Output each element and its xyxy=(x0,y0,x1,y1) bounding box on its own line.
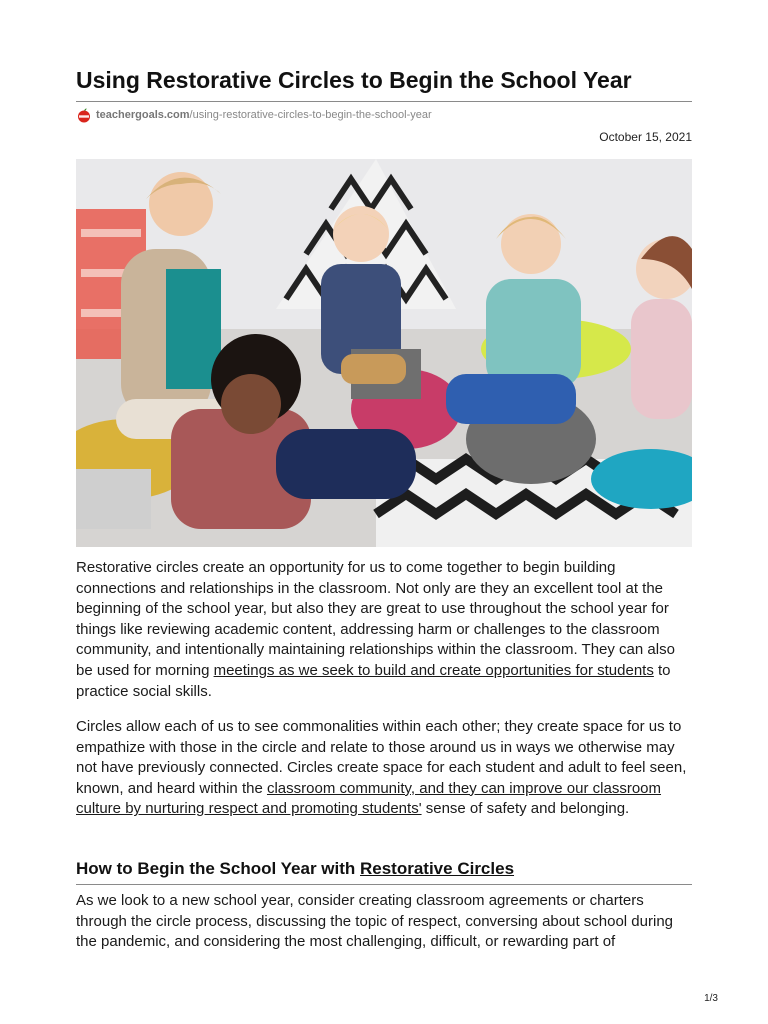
apple-logo-icon xyxy=(76,107,92,123)
source-domain[interactable]: teachergoals.com xyxy=(96,109,190,121)
circles-paragraph xyxy=(76,717,692,820)
hero-image xyxy=(76,159,692,547)
paragraph-text: Circles allow each of us to see commonalities within each other; they create space for us to empathize with those in the circle and relate to those around us in ways we otherwise may not have previously connected. Circles create space for each student and adult to feel seen, known, and heard within the xyxy=(76,718,687,797)
paragraph-text: to practice social skills. xyxy=(76,661,671,700)
publish-date: October 15, 2021 xyxy=(599,130,692,144)
restorative-circles-link[interactable]: Restorative Circles xyxy=(360,859,515,878)
page-title: Using Restorative Circles to Begin the School Year xyxy=(76,67,632,93)
heading-divider xyxy=(76,884,692,885)
heading-text: How to Begin the School Year with xyxy=(76,859,360,878)
source-url[interactable] xyxy=(76,107,432,123)
paragraph-text: Restorative circles create an opportunity for us to come together to begin building connections and relationships in the classroom. Not only are they an excellent tool at the beginning of the school year, but also they are great to use throughout the school year for things like reviewing academic content, addressing harm or challenges to the classroom community, and intentionally maintaining relationships within the classroom. They can also be used for morning xyxy=(76,559,675,679)
intro-paragraph xyxy=(76,558,692,702)
page-number: 1/3 xyxy=(704,993,718,1004)
school-year-paragraph: As we look to a new school year, consider creating classroom agreements or charters through the circle process, discussing the topic of respect, conversing about school during the pandemic, and considering the most challenging, difficult, or rewarding part of xyxy=(76,892,673,951)
title-divider xyxy=(76,101,692,102)
classroom-community-link[interactable]: classroom community, and they can improve our classroom culture by nurturing respect and promoting students' xyxy=(76,779,662,818)
section-heading xyxy=(76,858,514,880)
paragraph-text: sense of safety and belonging. xyxy=(421,800,630,818)
source-path[interactable]: /using-restorative-circles-to-begin-the-school-year xyxy=(189,109,432,121)
meetings-link[interactable]: meetings as we seek to build and create opportunities for students xyxy=(213,661,654,679)
